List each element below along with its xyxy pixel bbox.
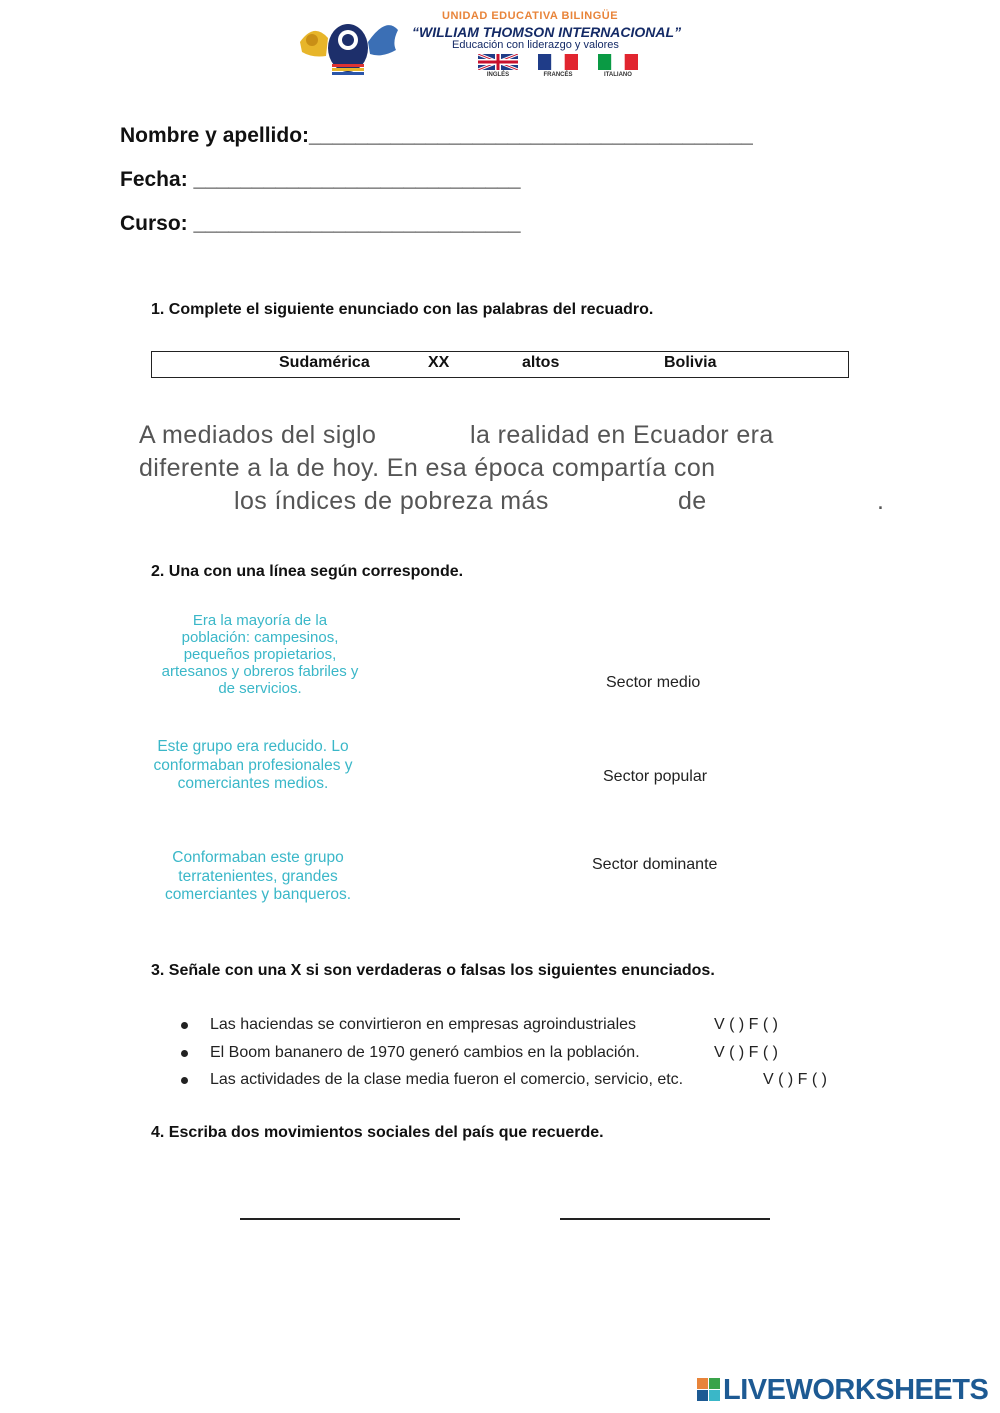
france-flag-icon [538, 54, 578, 70]
answer-line-1[interactable] [240, 1218, 460, 1220]
word-bank-item: XX [428, 354, 450, 371]
liveworksheets-logo-icon [697, 1378, 721, 1409]
flag-label-italian: ITALIANO [604, 72, 632, 78]
sector-popular-label[interactable]: Sector popular [603, 768, 708, 785]
passage-line-1-a: A mediados del siglo [139, 421, 377, 449]
statement-2: El Boom bananero de 1970 generó cambios en la población. [210, 1044, 640, 1061]
passage-line-1-b: la realidad en Ecuador era [470, 421, 774, 449]
word-bank-item: Sudamérica [279, 354, 370, 371]
statement-1: Las haciendas se convirtieron en empresas agroindustriales [210, 1016, 637, 1033]
blank-century-input[interactable] [418, 424, 466, 452]
question-1-title: 1. Complete el siguiente enunciado con las palabras del recuadro. [151, 301, 654, 318]
name-field[interactable]: Nombre y apellido:______________________________________ [120, 124, 753, 147]
course-field[interactable]: Curso: ____________________________ [120, 212, 521, 235]
description-medio[interactable]: Este grupo era reducido. Lo conformaban profesionales y comerciantes medios. [153, 738, 353, 792]
flag-label-french: FRANCÉS [543, 72, 573, 78]
sector-medio-label[interactable]: Sector medio [606, 674, 701, 691]
liveworksheets-brand[interactable]: LIVEWORKSHEETS [723, 1374, 989, 1406]
school-crest-logo [296, 12, 400, 76]
true-false-options-2[interactable]: V ( ) F ( ) [714, 1044, 778, 1061]
answer-line-2[interactable] [560, 1218, 770, 1220]
statement-3: Las actividades de la clase media fueron el comercio, servicio, etc. [210, 1071, 684, 1088]
question-4-title: 4. Escriba dos movimientos sociales del país que recuerde. [151, 1124, 604, 1141]
bullet-icon [181, 1077, 188, 1084]
school-name-main: “WILLIAM THOMSON INTERNACIONAL” [412, 24, 682, 40]
date-field[interactable]: Fecha: ____________________________ [120, 168, 521, 191]
word-bank-box [151, 351, 849, 378]
flag-label-english: INGLÉS [486, 72, 510, 78]
school-name-top: UNIDAD EDUCATIVA BILINGÜE [442, 10, 619, 22]
passage-end-dot: . [877, 487, 885, 515]
question-2-title: 2. Una con una línea según corresponde. [151, 563, 464, 580]
description-dominante[interactable]: Conformaban este grupo terratenientes, grandes comerciantes y banqueros. [164, 849, 352, 903]
sector-dominante-label[interactable]: Sector dominante [592, 856, 718, 873]
description-popular[interactable]: Era la mayoría de la población: campesinos, pequeños propietarios, artesanos y obreros fabriles y de servicios. [161, 612, 359, 697]
uk-flag-icon [478, 54, 518, 70]
passage-line-3-b: de [678, 487, 707, 515]
true-false-options-3[interactable]: V ( ) F ( ) [763, 1071, 827, 1088]
passage-line-3-a: los índices de pobreza más [234, 487, 549, 515]
question-3-title: 3. Señale con una X si son verdaderas o falsas los siguientes enunciados. [151, 962, 715, 979]
blank-adjective-input[interactable] [602, 490, 670, 518]
blank-country-input[interactable] [718, 490, 868, 518]
bullet-icon [181, 1022, 188, 1029]
true-false-options-1[interactable]: V ( ) F ( ) [714, 1016, 778, 1033]
passage-line-2: diferente a la de hoy. En esa época compartía con [139, 454, 716, 482]
word-bank-item: Bolivia [664, 354, 717, 371]
bullet-icon [181, 1050, 188, 1057]
word-bank-item: altos [522, 354, 560, 371]
italy-flag-icon [598, 54, 638, 70]
school-motto: Educación con liderazgo y valores [452, 39, 619, 51]
